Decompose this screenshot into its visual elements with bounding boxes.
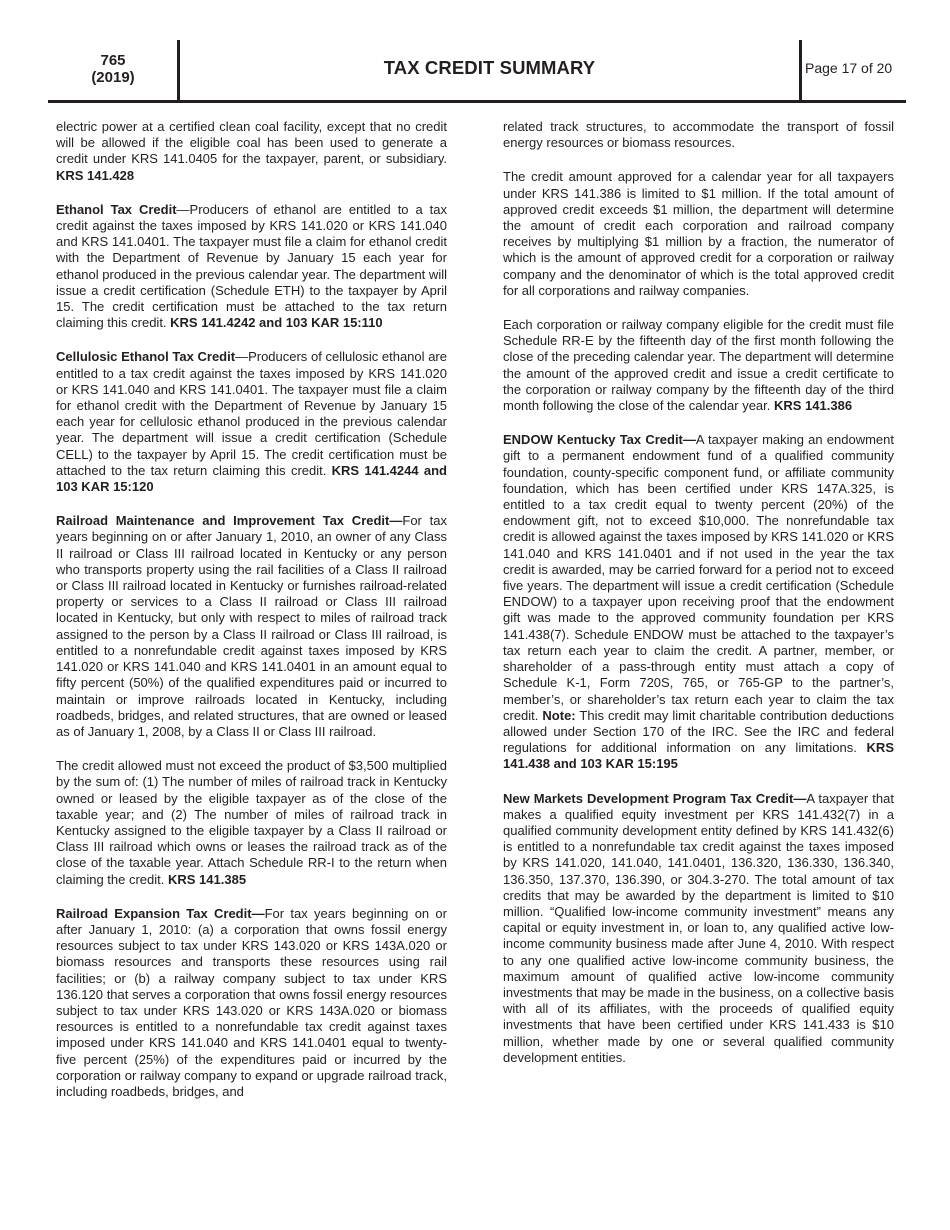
railroad-expansion-filing-paragraph: Each corporation or railway company eligible for the credit must file Schedule RR-E by the fifteenth day of the first month following the close of the preceding calendar year. The department will determine the amount of the approved credit and issue a credit certificate to the corporation or railway company by the fifteenth day of the third month following the close of the calendar year. KRS 141.386	[503, 317, 894, 414]
note-label: Note:	[542, 707, 576, 723]
form-number-block	[48, 52, 178, 86]
new-markets-development-tax-credit-section: New Markets Development Program Tax Credit—A taxpayer that makes a qualified equity investment per KRS 141.432(7) in a qualified community development entity defined by KRS 141.432(6) is entitled to a nonrefundable tax credit against the taxes imposed by KRS 141.020, 141.040, 141.0401, 136.320, 136.330, 136.340, 136.350, 137.370, 136.390, or 304.3-270. The total amount of tax credits that may be awarded by the department is limited to $10 million. “Qualified low-income community investment” means any capital or equity investment in, or loan to, any qualified active low-income community business made after June 4, 2010. With respect to any one qualified active low-income community business, the maximum amount of qualified active low-income community investments that may be made in the business, on a collective basis with all of its affiliates, with the proceeds of qualified equity investments that have been certified under KRS 141.433 is $10 million, whether made by one or several qualified community development entities.	[503, 790, 894, 1065]
form-number: 765	[100, 52, 126, 69]
railroad-expansion-continuation: related track structures, to accommodate the transport of fossil energy resources or biomass resources.	[503, 119, 894, 151]
railroad-maintenance-tax-credit-section: Railroad Maintenance and Improvement Tax Credit—For tax years beginning on or after January 1, 2010, an owner of any Class II railroad or Class III railroad located in Kentucky or any person who transports property using the rail facilities of a Class II railroad or Class III railroad located in Kentucky or furnishes railroad-related property or services to a Class II railroad or Class III railroad located in Kentucky, but only with respect to miles of railroad track assigned to the person by a Class II railroad or Class III railroad, is entitled to a nonrefundable credit against taxes imposed by KRS 141.020 or KRS 141.040 and KRS 141.0401 in an amount equal to fifty percent (50%) of the qualified expenditures paid or incurred to maintain or improve railroads located in Kentucky, including roadbeds, bridges, and related structures, that are owned or leased as of January 1, 2008, by a Class II or Class III railroad.	[56, 513, 447, 739]
railroad-credit-limit-paragraph: The credit allowed must not exceed the product of $3,500 multiplied by the sum of: (1) The number of miles of railroad track in Kentucky owned or leased by the eligible taxpayer as of the close of the taxable year; and (2) The number of miles of railroad track in Kentucky assigned to the eligible taxpayer by a Class II railroad or Class III railroad which owns or leases the railroad track as of the close of the taxable year. Attach Schedule RR-I to the return when claiming the credit. KRS 141.385	[56, 758, 447, 887]
clean-coal-continuation: electric power at a certified clean coal facility, except that no credit will be allowed if the eligible coal has been used to generate a credit under KRS 141.0405 for the taxpayer, parent, or subsidiary. KRS 141.428	[56, 119, 447, 183]
page-header	[48, 40, 906, 102]
section-heading: ENDOW Kentucky Tax Credit—	[503, 432, 696, 448]
section-heading: Ethanol Tax Credit	[56, 201, 177, 217]
header-divider-right	[799, 40, 802, 102]
railroad-expansion-limit-paragraph: The credit amount approved for a calendar year for all taxpayers under KRS 141.386 is limited to $1 million. If the total amount of approved credit exceeds $1 million, the department will determine the amount of credit each corporation and railroad company receives by multiplying $1 million by a fraction, the numerator of which is the amount of approved credit for a corporation or railway company and the denominator of which is the total approved credit for all corporations and railway companies.	[503, 169, 894, 298]
railroad-expansion-tax-credit-section: Railroad Expansion Tax Credit—For tax years beginning on or after January 1, 2010: (a) a corporation that owns fossil energy resources subject to tax under KRS 143.020 or KRS 143A.020 or biomass resources and transports these resources using rail facilities; or (b) a railway company subject to tax under KRS 136.120 that serves a corporation that owns fossil energy resources subject to tax under KRS 143.020 or KRS 143A.020 or biomass resources is entitled to a nonrefundable tax credit against taxes imposed under KRS 141.040 and KRS 141.0401 equal to twenty-five percent (25%) of the expenditures paid or incurred by the corporation or railway company to expand or upgrade railroad track, including roadbeds, bridges, and	[56, 905, 447, 1099]
citation: KRS 141.386	[774, 398, 853, 414]
citation: KRS 141.4244 and 103 KAR 15:120	[56, 462, 447, 495]
section-heading: New Markets Development Program Tax Credit—	[503, 790, 807, 806]
section-heading: Railroad Maintenance and Improvement Tax Credit—	[56, 513, 403, 529]
citation: KRS 141.385	[168, 871, 247, 887]
endow-kentucky-tax-credit-section: ENDOW Kentucky Tax Credit—A taxpayer making an endowment gift to a permanent endowment fund of a qualified community foundation, county-specific component fund, or affiliate community foundation, which has been certified under KRS 147A.325, is entitled to a tax credit equal to twenty percent (20%) of the endowment gift, not to exceed $10,000. The nonrefundable tax credit is allowed against the taxes imposed by KRS 141.020 or KRS 141.040 and KRS 141.0401 and if not used in the year the tax credit is awarded, may be carried forward for a period not to exceed five years. The department will issue a credit certification (Schedule ENDOW) to a taxpayer upon receiving proof that the endowment gift was made to the approved community foundation per KRS 141.438(7). Schedule ENDOW must be attached to the taxpayer’s tax return each year to claim the credit. A partner, member, or shareholder of a pass-through entity must attach a copy of Schedule K-1, Form 720S, 765, or 765-GP to the partner’s, member’s, or shareholder’s tax return each year to claim the tax credit. Note: This credit may limit charitable contribution deductions allowed under Section 170 of the IRC. See the IRC and federal regulations for additional information on any limitations. KRS 141.438 and 103 KAR 15:195	[503, 432, 894, 772]
cellulosic-ethanol-tax-credit-section: Cellulosic Ethanol Tax Credit—Producers of cellulosic ethanol are entitled to a tax credit against the taxes imposed by KRS 141.020 or KRS 141.040 and KRS 141.0401. The taxpayer must file a claim for ethanol credit with the Department of Revenue by January 15 each year for cellulosic ethanol produced in the previous calendar year. The department will issue a credit certification (Schedule CELL) to the taxpayer by April 15. The credit certification must be attached to the tax return claiming this credit. KRS 141.4244 and 103 KAR 15:120	[56, 349, 447, 495]
header-rule	[48, 100, 906, 103]
right-column	[503, 119, 894, 1084]
page-title: TAX CREDIT SUMMARY	[383, 57, 596, 78]
citation: KRS 141.438 and 103 KAR 15:195	[503, 740, 894, 772]
section-heading: Cellulosic Ethanol Tax Credit	[56, 349, 236, 365]
ethanol-tax-credit-section: Ethanol Tax Credit—Producers of ethanol are entitled to a tax credit against the taxes imposed by KRS 141.020 or KRS 141.040 and KRS 141.0401. The taxpayer must file a claim for ethanol credit with the Department of Revenue by January 15 each year for ethanol produced in the previous calendar year. The department will issue a credit certification (Schedule ETH) to the taxpayer by April 15. The credit certification must be attached to the tax return claiming this credit. KRS 141.4242 and 103 KAR 15:110	[56, 201, 447, 331]
form-year: (2019)	[91, 69, 135, 86]
citation: KRS 141.4242 and 103 KAR 15:110	[170, 315, 383, 331]
citation: KRS 141.428	[56, 167, 135, 183]
left-column	[56, 119, 447, 1118]
page-number: Page 17 of 20	[805, 60, 893, 76]
section-heading: Railroad Expansion Tax Credit—	[56, 905, 265, 921]
